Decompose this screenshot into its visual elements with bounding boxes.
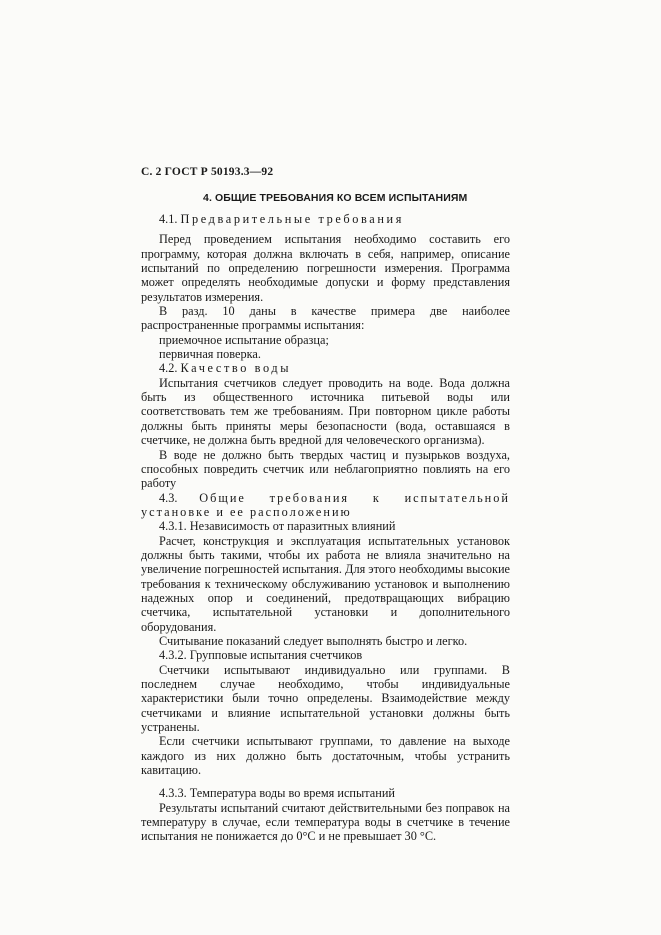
subsection-number: 4.2. bbox=[159, 361, 178, 376]
subsection-title: Предварительные требования bbox=[180, 212, 404, 226]
subsection-4-1-heading bbox=[141, 212, 510, 226]
paragraph: Результаты испытаний считают действительными без поправок на температуру в случае, если температура воды в счетчике в течение испытания не понижается до 0°С и не превышает 30 °С. bbox=[141, 800, 510, 844]
paragraph: Перед проведением испытания необходимо составить его программу, которая должна включать в себя, например, описание испытаний по определению погрешности измерения. Программа может определять необходимые допуски и форму представления результатов измерения. bbox=[141, 232, 510, 304]
paragraph: Считывание показаний следует выполнять быстро и легко. bbox=[159, 633, 468, 648]
subsection-4-2-heading bbox=[141, 361, 510, 375]
paragraph: Счетчики испытывают индивидуально или группами. В последнем случае необходимо, чтобы индивидуальные характеристики были точно определены. Взаимодействие между счетчиками и влияние испытательной установки должны быть устранены. bbox=[141, 662, 510, 735]
subsection-title: Общие требования к испытательной установке и ее расположению bbox=[141, 490, 510, 519]
subsection-title: Качество воды bbox=[180, 361, 292, 376]
paragraph: В воде не должно быть твердых частиц и пузырьков воздуха, способных повредить счетчик или неблагоприятно повлиять на его работу bbox=[141, 447, 510, 491]
subsection-4-3-3-heading: 4.3.3. Температура воды во время испытаний bbox=[159, 786, 395, 801]
document-body bbox=[141, 212, 510, 844]
section-title: 4. ОБЩИЕ ТРЕБОВАНИЯ КО ВСЕМ ИСПЫТАНИЯМ bbox=[203, 192, 468, 204]
list-item: первичная поверка. bbox=[159, 347, 261, 362]
paragraph: Если счетчики испытывают группами, то давление на выходе каждого из них должно быть достаточным, чтобы устранить кавитацию. bbox=[141, 734, 510, 778]
subsection-number: 4.1. bbox=[159, 212, 178, 226]
paragraph: В разд. 10 даны в качестве примера две наиболее распространенные программы испытания: bbox=[141, 304, 510, 333]
paragraph: Расчет, конструкция и эксплуатация испытательных установок должны быть такими, чтобы их работа не влияла значительно на увеличение погрешностей испытания. Для этого необходимы высокие требования к техническому обслуживанию установок и выполнению надежных опор и соединений, предотвращающих вибрацию счетчика, испытательной установки и дополнительного оборудования. bbox=[141, 533, 510, 634]
list-item: приемочное испытание образца; bbox=[159, 332, 329, 347]
subsection-4-3-2-heading: 4.3.2. Групповые испытания счетчиков bbox=[159, 648, 363, 663]
running-head: С. 2 ГОСТ Р 50193.3—92 bbox=[141, 166, 274, 178]
subsection-4-3-1-heading: 4.3.1. Независимость от паразитных влияний bbox=[159, 519, 396, 534]
subsection-number: 4.3. bbox=[159, 490, 178, 505]
subsection-4-3-heading bbox=[141, 491, 510, 520]
paragraph: Испытания счетчиков следует проводить на воде. Вода должна быть из общественного источника питьевой воды или соответствовать тем же требованиям. При повторном цикле работы должны быть приняты меры безопасности (вода, оставшаяся в счетчике, не должна быть вредной для человеческого организма). bbox=[141, 375, 510, 448]
